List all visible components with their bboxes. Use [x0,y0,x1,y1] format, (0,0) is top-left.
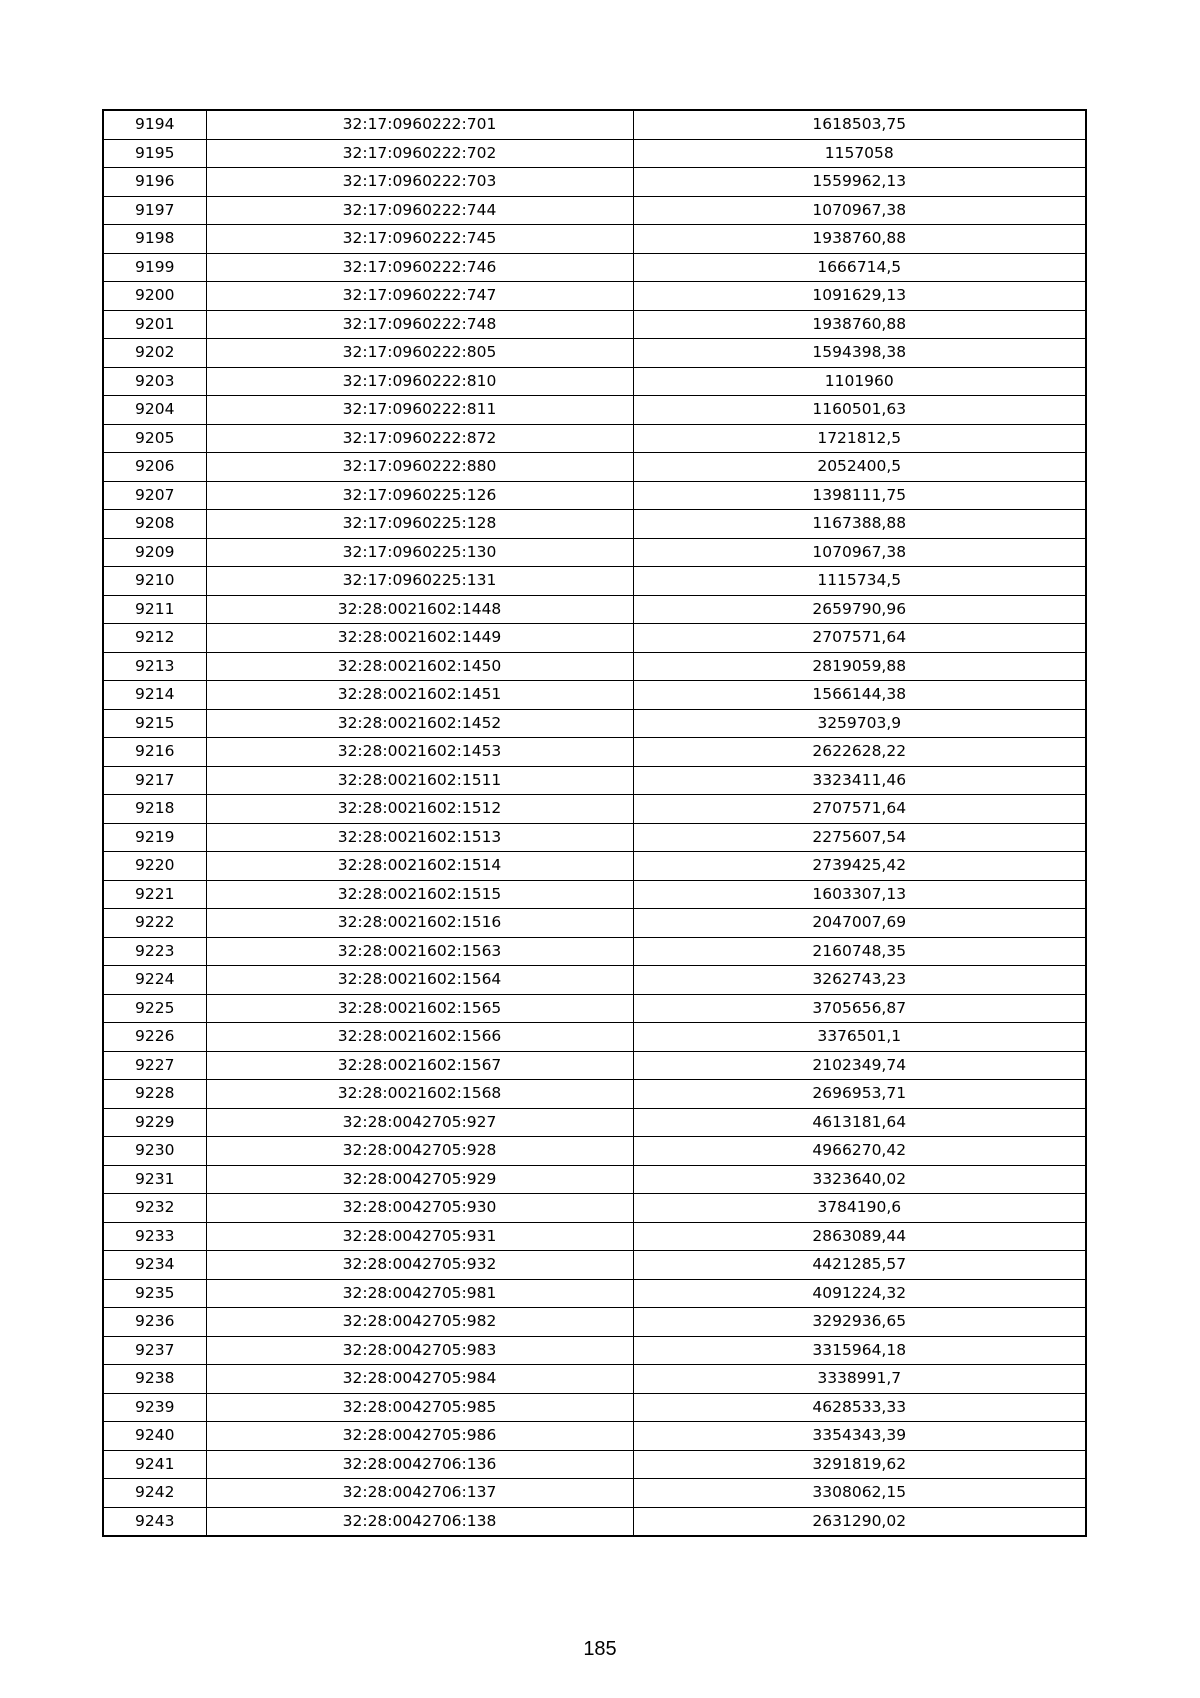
cadastral-value-cell: 1115734,5 [633,567,1086,596]
table-row [103,852,1086,881]
cadastral-number-cell: 32:28:0021602:1516 [206,909,633,938]
cadastral-value-cell: 1101960 [633,367,1086,396]
row-number-cell: 9216 [103,738,206,767]
table-row [103,1479,1086,1508]
cadastral-value-cell: 3308062,15 [633,1479,1086,1508]
row-number-cell: 9240 [103,1422,206,1451]
cadastral-number-cell: 32:28:0042705:983 [206,1336,633,1365]
cadastral-value-cell: 3338991,7 [633,1365,1086,1394]
cadastral-value-cell: 3262743,23 [633,966,1086,995]
cadastral-value-cell: 2052400,5 [633,453,1086,482]
row-number-cell: 9227 [103,1051,206,1080]
table-row [103,795,1086,824]
cadastral-value-cell: 4966270,42 [633,1137,1086,1166]
cadastral-value-cell: 3705656,87 [633,994,1086,1023]
cadastral-number-cell: 32:17:0960222:805 [206,339,633,368]
table-row [103,1051,1086,1080]
cadastral-value-cell: 2659790,96 [633,595,1086,624]
cadastral-value-cell: 1594398,38 [633,339,1086,368]
cadastral-number-cell: 32:28:0042705:932 [206,1251,633,1280]
row-number-cell: 9232 [103,1194,206,1223]
cadastral-value-cell: 3323640,02 [633,1165,1086,1194]
cadastral-number-cell: 32:28:0021602:1566 [206,1023,633,1052]
row-number-cell: 9230 [103,1137,206,1166]
cadastral-value-cell: 4091224,32 [633,1279,1086,1308]
table-row [103,823,1086,852]
cadastral-value-cell: 2631290,02 [633,1507,1086,1536]
table-row [103,139,1086,168]
table-row [103,424,1086,453]
row-number-cell: 9222 [103,909,206,938]
cadastral-number-cell: 32:28:0042706:136 [206,1450,633,1479]
table-row [103,253,1086,282]
table-row [103,1137,1086,1166]
row-number-cell: 9236 [103,1308,206,1337]
table-row [103,937,1086,966]
cadastral-number-cell: 32:17:0960225:126 [206,481,633,510]
cadastral-value-cell: 2739425,42 [633,852,1086,881]
table-row [103,1251,1086,1280]
table-row [103,367,1086,396]
cadastral-value-cell: 1559962,13 [633,168,1086,197]
cadastral-number-cell: 32:17:0960222:702 [206,139,633,168]
cadastral-number-cell: 32:28:0021602:1452 [206,709,633,738]
table-row [103,966,1086,995]
cadastral-number-cell: 32:28:0021602:1563 [206,937,633,966]
cadastral-value-cell: 1091629,13 [633,282,1086,311]
cadastral-number-cell: 32:17:0960222:746 [206,253,633,282]
table-row [103,110,1086,139]
cadastral-value-cell: 3315964,18 [633,1336,1086,1365]
cadastral-number-cell: 32:17:0960222:880 [206,453,633,482]
row-number-cell: 9209 [103,538,206,567]
table-row [103,1279,1086,1308]
cadastral-number-cell: 32:17:0960225:128 [206,510,633,539]
table-row [103,282,1086,311]
cadastral-value-cell: 1160501,63 [633,396,1086,425]
row-number-cell: 9243 [103,1507,206,1536]
table-row [103,880,1086,909]
cadastral-number-cell: 32:28:0042706:137 [206,1479,633,1508]
cadastral-number-cell: 32:28:0021602:1453 [206,738,633,767]
cadastral-number-cell: 32:28:0042705:986 [206,1422,633,1451]
cadastral-number-cell: 32:17:0960225:130 [206,538,633,567]
row-number-cell: 9228 [103,1080,206,1109]
row-number-cell: 9199 [103,253,206,282]
table-row [103,168,1086,197]
cadastral-number-cell: 32:28:0021602:1511 [206,766,633,795]
cadastral-value-cell: 2707571,64 [633,795,1086,824]
table-row [103,1308,1086,1337]
cadastral-value-cell: 2160748,35 [633,937,1086,966]
table-row [103,652,1086,681]
row-number-cell: 9221 [103,880,206,909]
cadastral-number-cell: 32:28:0042706:138 [206,1507,633,1536]
row-number-cell: 9242 [103,1479,206,1508]
row-number-cell: 9225 [103,994,206,1023]
cadastral-number-cell: 32:28:0021602:1512 [206,795,633,824]
cadastral-value-cell: 1938760,88 [633,225,1086,254]
row-number-cell: 9219 [103,823,206,852]
cadastral-number-cell: 32:28:0042705:982 [206,1308,633,1337]
row-number-cell: 9207 [103,481,206,510]
cadastral-value-cell: 3291819,62 [633,1450,1086,1479]
table-row [103,766,1086,795]
cadastral-value-cell: 3354343,39 [633,1422,1086,1451]
cadastral-number-cell: 32:28:0042705:927 [206,1108,633,1137]
cadastral-number-cell: 32:28:0021602:1567 [206,1051,633,1080]
cadastral-number-cell: 32:28:0042705:985 [206,1393,633,1422]
cadastral-number-cell: 32:28:0021602:1451 [206,681,633,710]
row-number-cell: 9213 [103,652,206,681]
cadastral-value-cell: 2707571,64 [633,624,1086,653]
cadastral-value-cell: 2696953,71 [633,1080,1086,1109]
row-number-cell: 9229 [103,1108,206,1137]
cadastral-value-cell: 2819059,88 [633,652,1086,681]
table-row [103,481,1086,510]
row-number-cell: 9196 [103,168,206,197]
cadastral-number-cell: 32:17:0960222:744 [206,196,633,225]
cadastral-number-cell: 32:28:0042705:929 [206,1165,633,1194]
cadastral-number-cell: 32:17:0960222:701 [206,110,633,139]
row-number-cell: 9198 [103,225,206,254]
row-number-cell: 9212 [103,624,206,653]
row-number-cell: 9208 [103,510,206,539]
table-row [103,624,1086,653]
cadastral-value-cell: 1167388,88 [633,510,1086,539]
cadastral-value-cell: 4421285,57 [633,1251,1086,1280]
table-row [103,681,1086,710]
table-row [103,339,1086,368]
table-row [103,1422,1086,1451]
cadastral-number-cell: 32:28:0021602:1450 [206,652,633,681]
row-number-cell: 9194 [103,110,206,139]
cadastral-number-cell: 32:17:0960222:748 [206,310,633,339]
cadastral-value-cell: 1070967,38 [633,538,1086,567]
table-row [103,453,1086,482]
cadastral-number-cell: 32:17:0960222:747 [206,282,633,311]
row-number-cell: 9205 [103,424,206,453]
table-row [103,1450,1086,1479]
page-number: 185 [583,1638,617,1660]
row-number-cell: 9235 [103,1279,206,1308]
cadastral-number-cell: 32:28:0021602:1568 [206,1080,633,1109]
cadastral-number-cell: 32:28:0042705:928 [206,1137,633,1166]
table-row [103,225,1086,254]
table-row [103,396,1086,425]
row-number-cell: 9203 [103,367,206,396]
table-row [103,1222,1086,1251]
cadastral-number-cell: 32:17:0960225:131 [206,567,633,596]
row-number-cell: 9204 [103,396,206,425]
row-number-cell: 9220 [103,852,206,881]
cadastral-number-cell: 32:28:0042705:930 [206,1194,633,1223]
table-row [103,1393,1086,1422]
cadastral-value-cell: 2863089,44 [633,1222,1086,1251]
cadastral-value-cell: 2275607,54 [633,823,1086,852]
row-number-cell: 9231 [103,1165,206,1194]
cadastral-value-cell: 2047007,69 [633,909,1086,938]
cadastral-value-cell: 3259703,9 [633,709,1086,738]
cadastral-number-cell: 32:28:0021602:1514 [206,852,633,881]
cadastral-number-cell: 32:28:0021602:1565 [206,994,633,1023]
table-row [103,196,1086,225]
cadastral-value-cell: 1070967,38 [633,196,1086,225]
cadastral-number-cell: 32:17:0960222:703 [206,168,633,197]
cadastral-number-cell: 32:17:0960222:810 [206,367,633,396]
table-row [103,310,1086,339]
cadastral-number-cell: 32:28:0021602:1515 [206,880,633,909]
row-number-cell: 9238 [103,1365,206,1394]
row-number-cell: 9223 [103,937,206,966]
cadastral-value-cell: 1666714,5 [633,253,1086,282]
row-number-cell: 9237 [103,1336,206,1365]
table-row [103,994,1086,1023]
table-body [103,110,1086,1536]
cadastral-value-cell: 1398111,75 [633,481,1086,510]
row-number-cell: 9214 [103,681,206,710]
table-row [103,1507,1086,1536]
row-number-cell: 9210 [103,567,206,596]
cadastral-number-cell: 32:28:0042705:981 [206,1279,633,1308]
cadastral-value-table [102,109,1087,1537]
cadastral-value-cell: 1603307,13 [633,880,1086,909]
row-number-cell: 9234 [103,1251,206,1280]
table-row [103,1365,1086,1394]
row-number-cell: 9224 [103,966,206,995]
row-number-cell: 9195 [103,139,206,168]
cadastral-value-cell: 1938760,88 [633,310,1086,339]
cadastral-value-cell: 3292936,65 [633,1308,1086,1337]
table-row [103,595,1086,624]
row-number-cell: 9201 [103,310,206,339]
table-row [103,538,1086,567]
cadastral-value-cell: 3784190,6 [633,1194,1086,1223]
cadastral-value-cell: 3376501,1 [633,1023,1086,1052]
table-row [103,1108,1086,1137]
cadastral-value-cell: 2102349,74 [633,1051,1086,1080]
cadastral-number-cell: 32:28:0021602:1564 [206,966,633,995]
row-number-cell: 9241 [103,1450,206,1479]
row-number-cell: 9197 [103,196,206,225]
table-row [103,1023,1086,1052]
row-number-cell: 9218 [103,795,206,824]
table-row [103,909,1086,938]
cadastral-value-cell: 2622628,22 [633,738,1086,767]
table-row [103,510,1086,539]
table-row [103,1165,1086,1194]
row-number-cell: 9226 [103,1023,206,1052]
cadastral-value-cell: 4613181,64 [633,1108,1086,1137]
row-number-cell: 9200 [103,282,206,311]
cadastral-number-cell: 32:28:0021602:1513 [206,823,633,852]
row-number-cell: 9211 [103,595,206,624]
row-number-cell: 9239 [103,1393,206,1422]
cadastral-number-cell: 32:28:0021602:1448 [206,595,633,624]
table-row [103,738,1086,767]
cadastral-value-cell: 1157058 [633,139,1086,168]
cadastral-value-cell: 1721812,5 [633,424,1086,453]
cadastral-number-cell: 32:17:0960222:872 [206,424,633,453]
cadastral-number-cell: 32:28:0042705:931 [206,1222,633,1251]
cadastral-number-cell: 32:17:0960222:811 [206,396,633,425]
cadastral-number-cell: 32:28:0042705:984 [206,1365,633,1394]
table-row [103,1336,1086,1365]
row-number-cell: 9215 [103,709,206,738]
cadastral-value-cell: 4628533,33 [633,1393,1086,1422]
table-row [103,567,1086,596]
cadastral-value-cell: 1618503,75 [633,110,1086,139]
cadastral-number-cell: 32:28:0021602:1449 [206,624,633,653]
table-row [103,709,1086,738]
table-row [103,1194,1086,1223]
row-number-cell: 9202 [103,339,206,368]
cadastral-value-cell: 1566144,38 [633,681,1086,710]
table-row [103,1080,1086,1109]
row-number-cell: 9233 [103,1222,206,1251]
cadastral-value-cell: 3323411,46 [633,766,1086,795]
cadastral-number-cell: 32:17:0960222:745 [206,225,633,254]
row-number-cell: 9206 [103,453,206,482]
row-number-cell: 9217 [103,766,206,795]
